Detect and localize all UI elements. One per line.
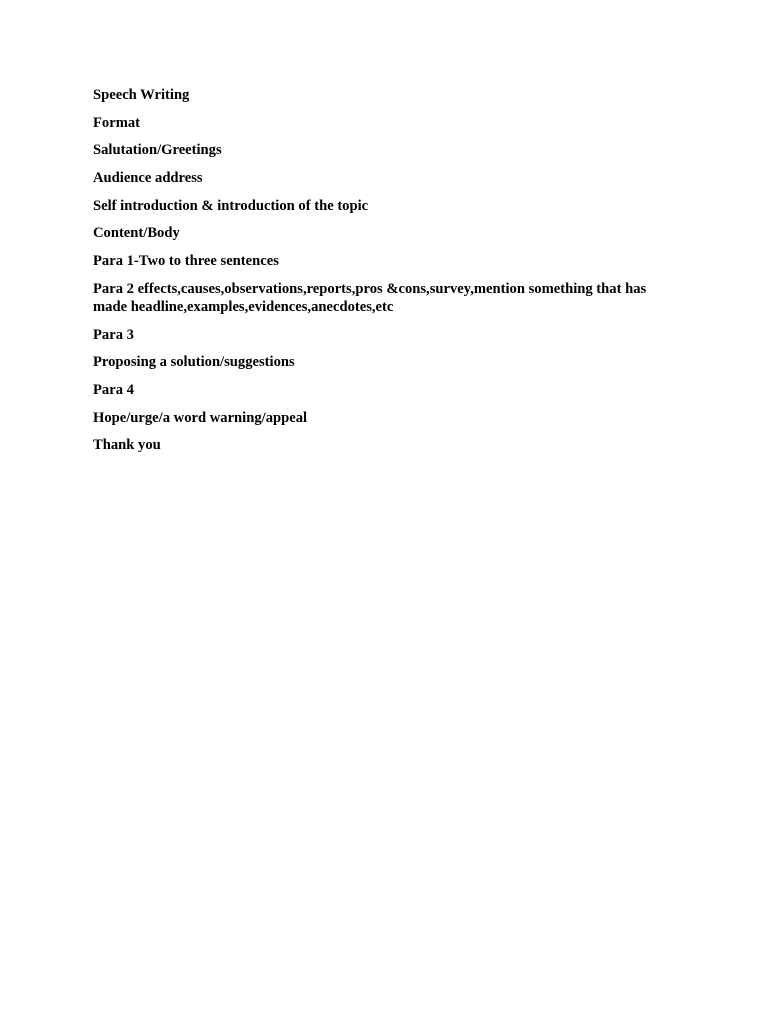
document-body <box>93 86 678 464</box>
document-title: Speech Writing <box>93 87 190 103</box>
line-para-2: Para 2 effects,causes,observations,reports,pros &cons,survey,mention something that has made headline,examples,evidences,anecdotes,etc <box>93 280 647 315</box>
section-heading-format: Format <box>93 114 141 131</box>
section-heading-content-body: Content/Body <box>93 225 180 242</box>
line-para-3: Para 3 <box>93 326 134 343</box>
line-proposing-solution: Proposing a solution/suggestions <box>93 354 295 371</box>
line-thank-you: Thank you <box>93 437 161 454</box>
line-salutation: Salutation/Greetings <box>93 142 222 159</box>
line-para-1: Para 1-Two to three sentences <box>93 253 279 270</box>
line-audience-address: Audience address <box>93 170 203 187</box>
line-hope-urge: Hope/urge/a word warning/appeal <box>93 409 308 426</box>
line-self-introduction: Self introduction & introduction of the topic <box>93 197 369 214</box>
line-para-4: Para 4 <box>93 381 134 398</box>
